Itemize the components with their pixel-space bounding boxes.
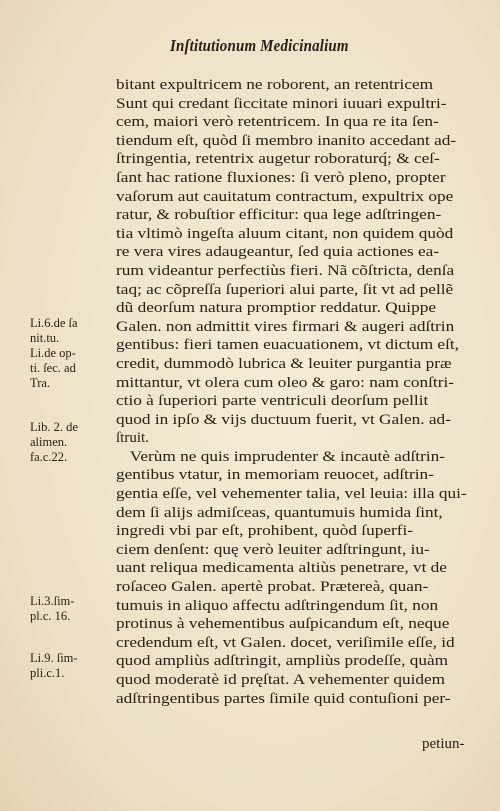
margin-note-line: alimen. bbox=[30, 435, 68, 449]
text-line: re vera vires adaugeantur, ſed quia actiones ea- bbox=[116, 244, 440, 261]
text-line: ſtringentia, retentrix augetur roboraturq́; & ceſ- bbox=[116, 151, 440, 168]
text-line: rum videantur perfectiùs fieri. Nã cõſtricta, denſa bbox=[116, 262, 455, 279]
main-text-block bbox=[116, 76, 476, 708]
margin-note-line: Li.9. ſim- bbox=[30, 651, 78, 665]
text-line: credendum eſt, vt Galen. docet, veriſimile eſſe, id bbox=[116, 634, 455, 651]
text-line: Sunt qui credant ſiccitate minori iuuari expultri- bbox=[116, 95, 447, 112]
margin-note-line: Li.de op- bbox=[30, 346, 76, 360]
text-line: gentia eſſe, vel vehementer talia, vel leuia: illa qui- bbox=[116, 486, 467, 503]
text-line: gentibus vtatur, in memoriam reuocet, adſtrin- bbox=[116, 467, 434, 484]
text-line: cem, maiori verò retentricem. In qua re ita ſen- bbox=[116, 114, 439, 131]
margin-note-line: fa.c.22. bbox=[30, 450, 68, 464]
text-line: roſaceo Galen. apertè probat. Prætereà, quan- bbox=[116, 579, 429, 596]
text-line: vaſorum aut cauitatum contractum, expultrix ope bbox=[116, 188, 454, 205]
margin-note-line: pl.c. 16. bbox=[30, 609, 71, 623]
text-line: bitant expultricem ne roborent, an retentricem bbox=[116, 77, 434, 93]
text-line: gentibus: fieri tamen euacuationem, vt dictum eſt, bbox=[116, 337, 459, 354]
catchword: petiun- bbox=[422, 736, 465, 752]
text-line: taq; ac cõpreſſa ſuperiori alui parte, ſit vt ad pellẽ bbox=[116, 281, 454, 298]
text-line: ctio à ſuperiori parte ventriculi deorſum pellit bbox=[116, 393, 429, 410]
text-line: quod moderatè id pręſtat. A vehementer quidem bbox=[116, 672, 446, 688]
text-line: adſtringentibus partes ſimile quid contuſioni per- bbox=[116, 690, 451, 707]
margin-note-line: Li.6.de ſa bbox=[30, 316, 78, 330]
margin-note-line: pli.c.1. bbox=[30, 666, 65, 680]
text-line: ingredi vbi par eſt, prohibent, quòd ſuperfi- bbox=[116, 523, 414, 540]
text-line: protinus à vehementibus auſpicandum eſt, neque bbox=[116, 616, 450, 633]
text-line: dem ſi alijs admiſceas, quantumuis humida ſint, bbox=[116, 504, 443, 521]
running-head: Inſtitutionum Medicinalium bbox=[170, 36, 349, 55]
text-line: quod ampliùs adſtringit, ampliùs prodeſſe, quàm bbox=[116, 653, 449, 670]
text-line: uant reliqua medicamenta altiùs penetrare, vt de bbox=[116, 560, 447, 577]
text-line: tiendum eſt, quòd ſi membro inanito accedant ad- bbox=[116, 132, 457, 149]
text-line: dũ deorſum natura promptior reddatur. Quippe bbox=[116, 300, 437, 317]
text-line: tia vltimò ingeſta aluum citant, non quidem quòd bbox=[116, 225, 454, 242]
text-line: ciem denſent: quę verò leuiter adſtringunt, iu- bbox=[116, 541, 430, 558]
text-line: credit, dummodò lubrica & leuiter purgantia præ bbox=[116, 355, 452, 372]
text-line: ratur, & robuſtior efficitur: qua lege adſtringen- bbox=[116, 207, 442, 224]
margin-note-1 bbox=[30, 316, 116, 391]
text-line: Galen. non admittit vires firmari & augeri adſtrin bbox=[116, 318, 455, 335]
margin-note-line: ti. ſec. ad bbox=[30, 361, 76, 375]
margin-note-line: nit.tu. bbox=[30, 331, 60, 345]
margin-note-line: Tra. bbox=[30, 376, 51, 390]
text-line: quod in ipſo & vijs ductuum fuerit, vt Galen. ad- bbox=[116, 411, 451, 428]
margin-note-line: Li.3.ſim- bbox=[30, 594, 75, 608]
text-line: mittantur, vt olera cum oleo & garo: nam conſtri- bbox=[116, 374, 454, 391]
margin-note-3 bbox=[30, 594, 116, 624]
text-line: ſant hac ratione fluxiones: ſi verò pleno, propter bbox=[116, 169, 446, 186]
text-line: tumuis in aliquo affectu adſtringendum ſit, non bbox=[116, 597, 439, 614]
text-line: ſtruit. bbox=[116, 430, 149, 447]
text-line: Verùm ne quis imprudenter & incautè adſtrin- bbox=[129, 448, 446, 465]
margin-note-line: Lib. 2. de bbox=[30, 420, 78, 434]
margin-note-4 bbox=[30, 651, 116, 681]
margin-note-2 bbox=[30, 420, 116, 465]
